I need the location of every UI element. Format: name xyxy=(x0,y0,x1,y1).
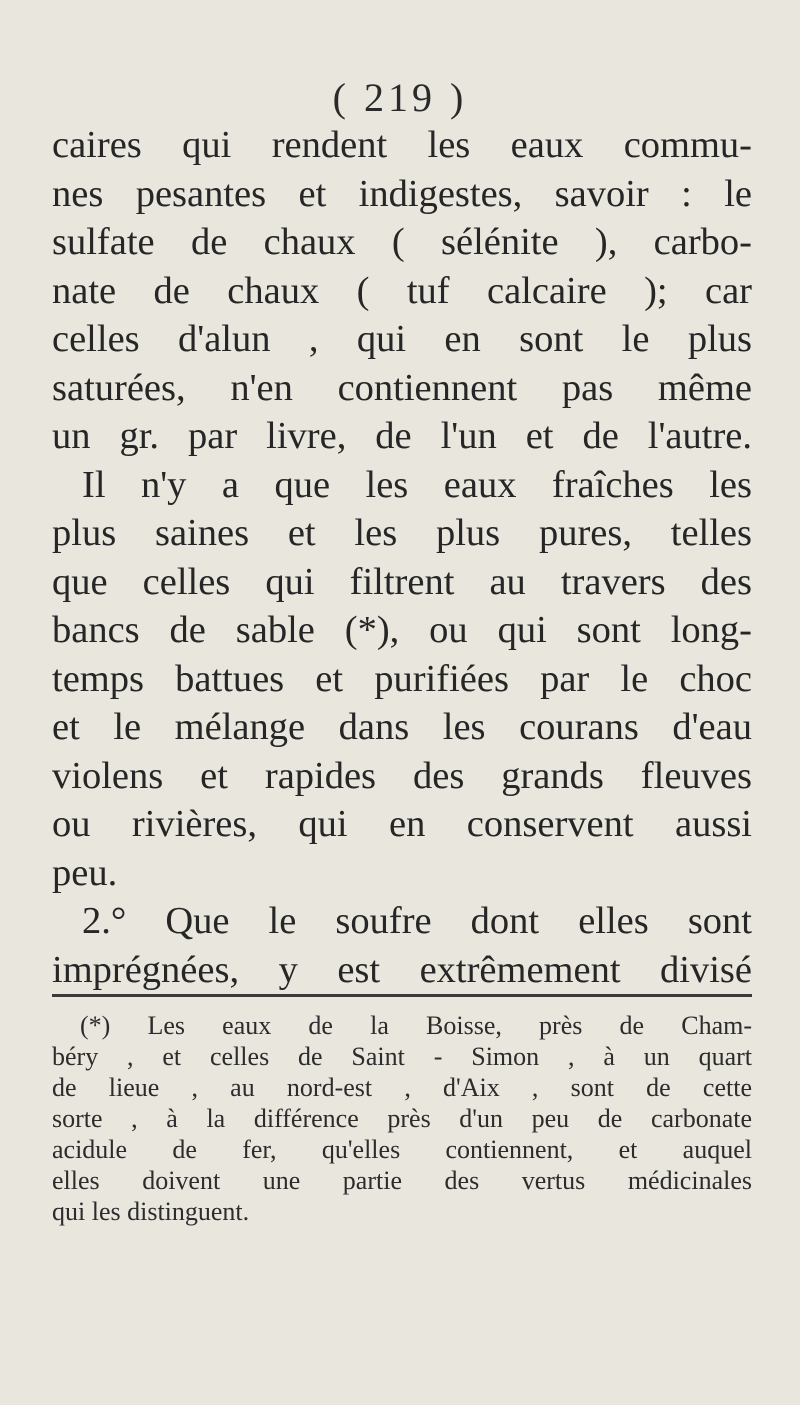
footnote-line: de lieue , au nord-est , d'Aix , sont de cette xyxy=(52,1073,752,1102)
text-line: nes pesantes et indigestes, savoir : le xyxy=(52,172,752,215)
text-line: Il n'y a que les eaux fraîches les xyxy=(82,463,752,506)
text-line: sulfate de chaux ( sélénite ), carbo- xyxy=(52,221,752,263)
text-line: nate de chaux ( tuf calcaire ); car xyxy=(52,269,752,312)
footnote-line: sorte , à la différence près d'un peu de carbonate xyxy=(52,1104,752,1133)
footnote-line: qui les distinguent. xyxy=(52,1197,250,1226)
footnote-line: acidule de fer, qu'elles contiennent, et auquel xyxy=(52,1135,752,1164)
main-text-block xyxy=(52,121,752,994)
text-line: bancs de sable (*), ou qui sont long- xyxy=(52,609,752,651)
text-line: imprégnées, y est extrêmement divisé xyxy=(52,948,752,991)
text-line: plus saines et les plus pures, telles xyxy=(52,512,752,554)
text-line: et le mélange dans les courans d'eau xyxy=(52,706,752,748)
text-line: peu. xyxy=(52,851,118,894)
footnote-block xyxy=(52,1010,752,1227)
text-line: celles d'alun , qui en sont le plus xyxy=(52,318,752,360)
text-line: violens et rapides des grands fleuves xyxy=(52,754,752,797)
text-line: temps battues et purifiées par le choc xyxy=(52,657,752,700)
footnote-line: béry , et celles de Saint - Simon , à un quart xyxy=(52,1042,752,1071)
text-line: ou rivières, qui en conservent aussi xyxy=(52,803,752,845)
page-number: ( 219 ) xyxy=(332,75,468,120)
footnote-line: elles doivent une partie des vertus médicinales xyxy=(52,1166,752,1195)
text-line: caires qui rendent les eaux commu- xyxy=(52,124,752,166)
footnote-line: (*) Les eaux de la Boisse, près de Cham- xyxy=(80,1011,752,1040)
text-line: 2.° Que le soufre dont elles sont xyxy=(82,900,752,942)
text-line: que celles qui filtrent au travers des xyxy=(52,560,752,603)
footnote-divider xyxy=(52,994,752,997)
text-line: un gr. par livre, de l'un et de l'autre. xyxy=(52,415,752,457)
text-line: saturées, n'en contiennent pas même xyxy=(52,366,752,409)
